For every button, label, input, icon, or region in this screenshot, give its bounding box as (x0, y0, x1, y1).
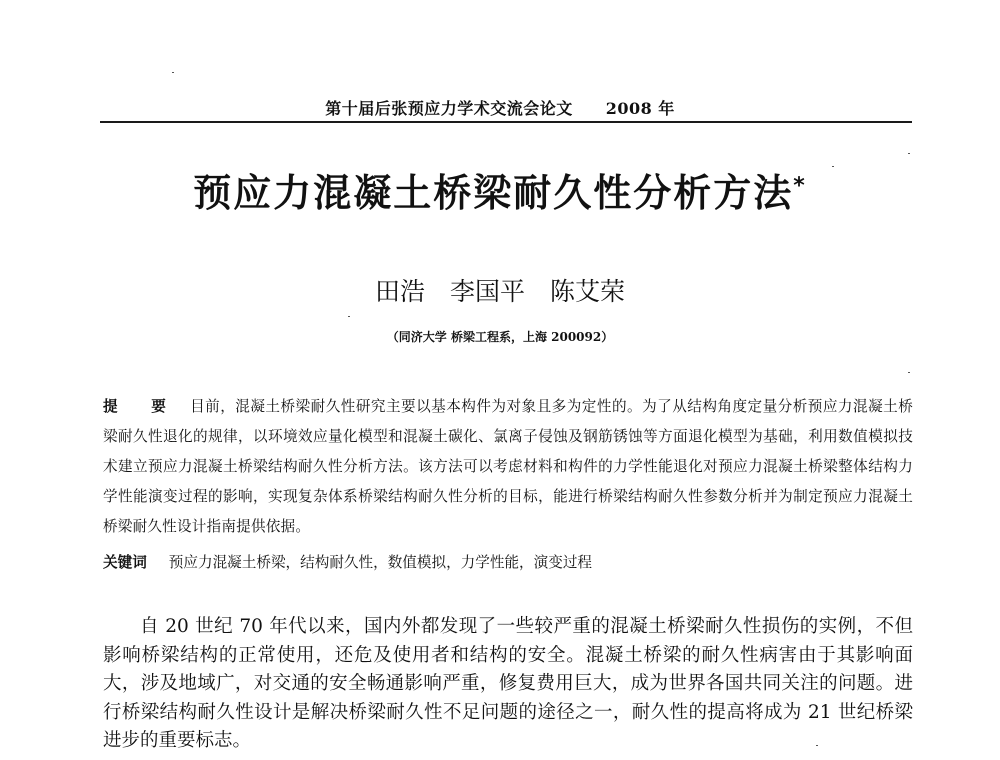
keywords-text: 预应力混凝土桥梁，结构耐久性，数值模拟，力学性能，演变过程 (168, 554, 593, 571)
paper-title-text: 预应力混凝土桥梁耐久性分析方法 (193, 171, 794, 215)
scan-speck (348, 316, 350, 317)
abstract-label: 提 要 (103, 398, 181, 415)
running-header: 第十届后张预应力学术交流会论文 2008 年 (325, 99, 675, 118)
title-footnote-mark: * (793, 173, 807, 199)
paper-affiliation: （同济大学 桥梁工程系，上海 200092） (386, 330, 614, 344)
scan-speck (172, 72, 174, 73)
scan-speck (816, 745, 818, 746)
scan-speck (908, 153, 910, 154)
keywords-label: 关键词 (103, 554, 147, 571)
abstract-section (103, 392, 913, 542)
scan-speck (832, 166, 834, 167)
scan-speck (908, 372, 910, 373)
header-rule (100, 121, 912, 123)
body-paragraph: 自 20 世纪 70 年代以来，国内外都发现了一些较严重的混凝土桥梁耐久性损伤的实例，不但影响桥梁结构的正常使用，还危及使用者和结构的安全。混凝土桥梁的耐久性病害由于其影响面大，涉及地域广，对交通的安全畅通影响严重，修复费用巨大，成为世界各国共同关注的问题。进行桥梁结构耐久性设计是解决桥梁耐久性不足问题的途径之一，耐久性的提高将成为 21 世纪桥梁进步的重要标志。 (103, 616, 913, 751)
keywords-section (103, 550, 913, 576)
paper-authors: 田浩 李国平 陈艾荣 (374, 277, 625, 306)
abstract-text: 目前，混凝土桥梁耐久性研究主要以基本构件为对象且多为定性的。为了从结构角度定量分析预应力混凝土桥梁耐久性退化的规律，以环境效应量化模型和混凝土碳化、氯离子侵蚀及钢筋锈蚀等方面退化模型为基础，利用数值模拟技术建立预应力混凝土桥梁结构耐久性分析方法。该方法可以考虑材料和构件的力学性能退化对预应力混凝土桥梁整体结构力学性能演变过程的影响，实现复杂体系桥梁结构耐久性分析的目标，能进行桥梁结构耐久性参数分析并为制定预应力混凝土桥梁耐久性设计指南提供依据。 (103, 398, 913, 535)
paper-title (0, 162, 1000, 217)
